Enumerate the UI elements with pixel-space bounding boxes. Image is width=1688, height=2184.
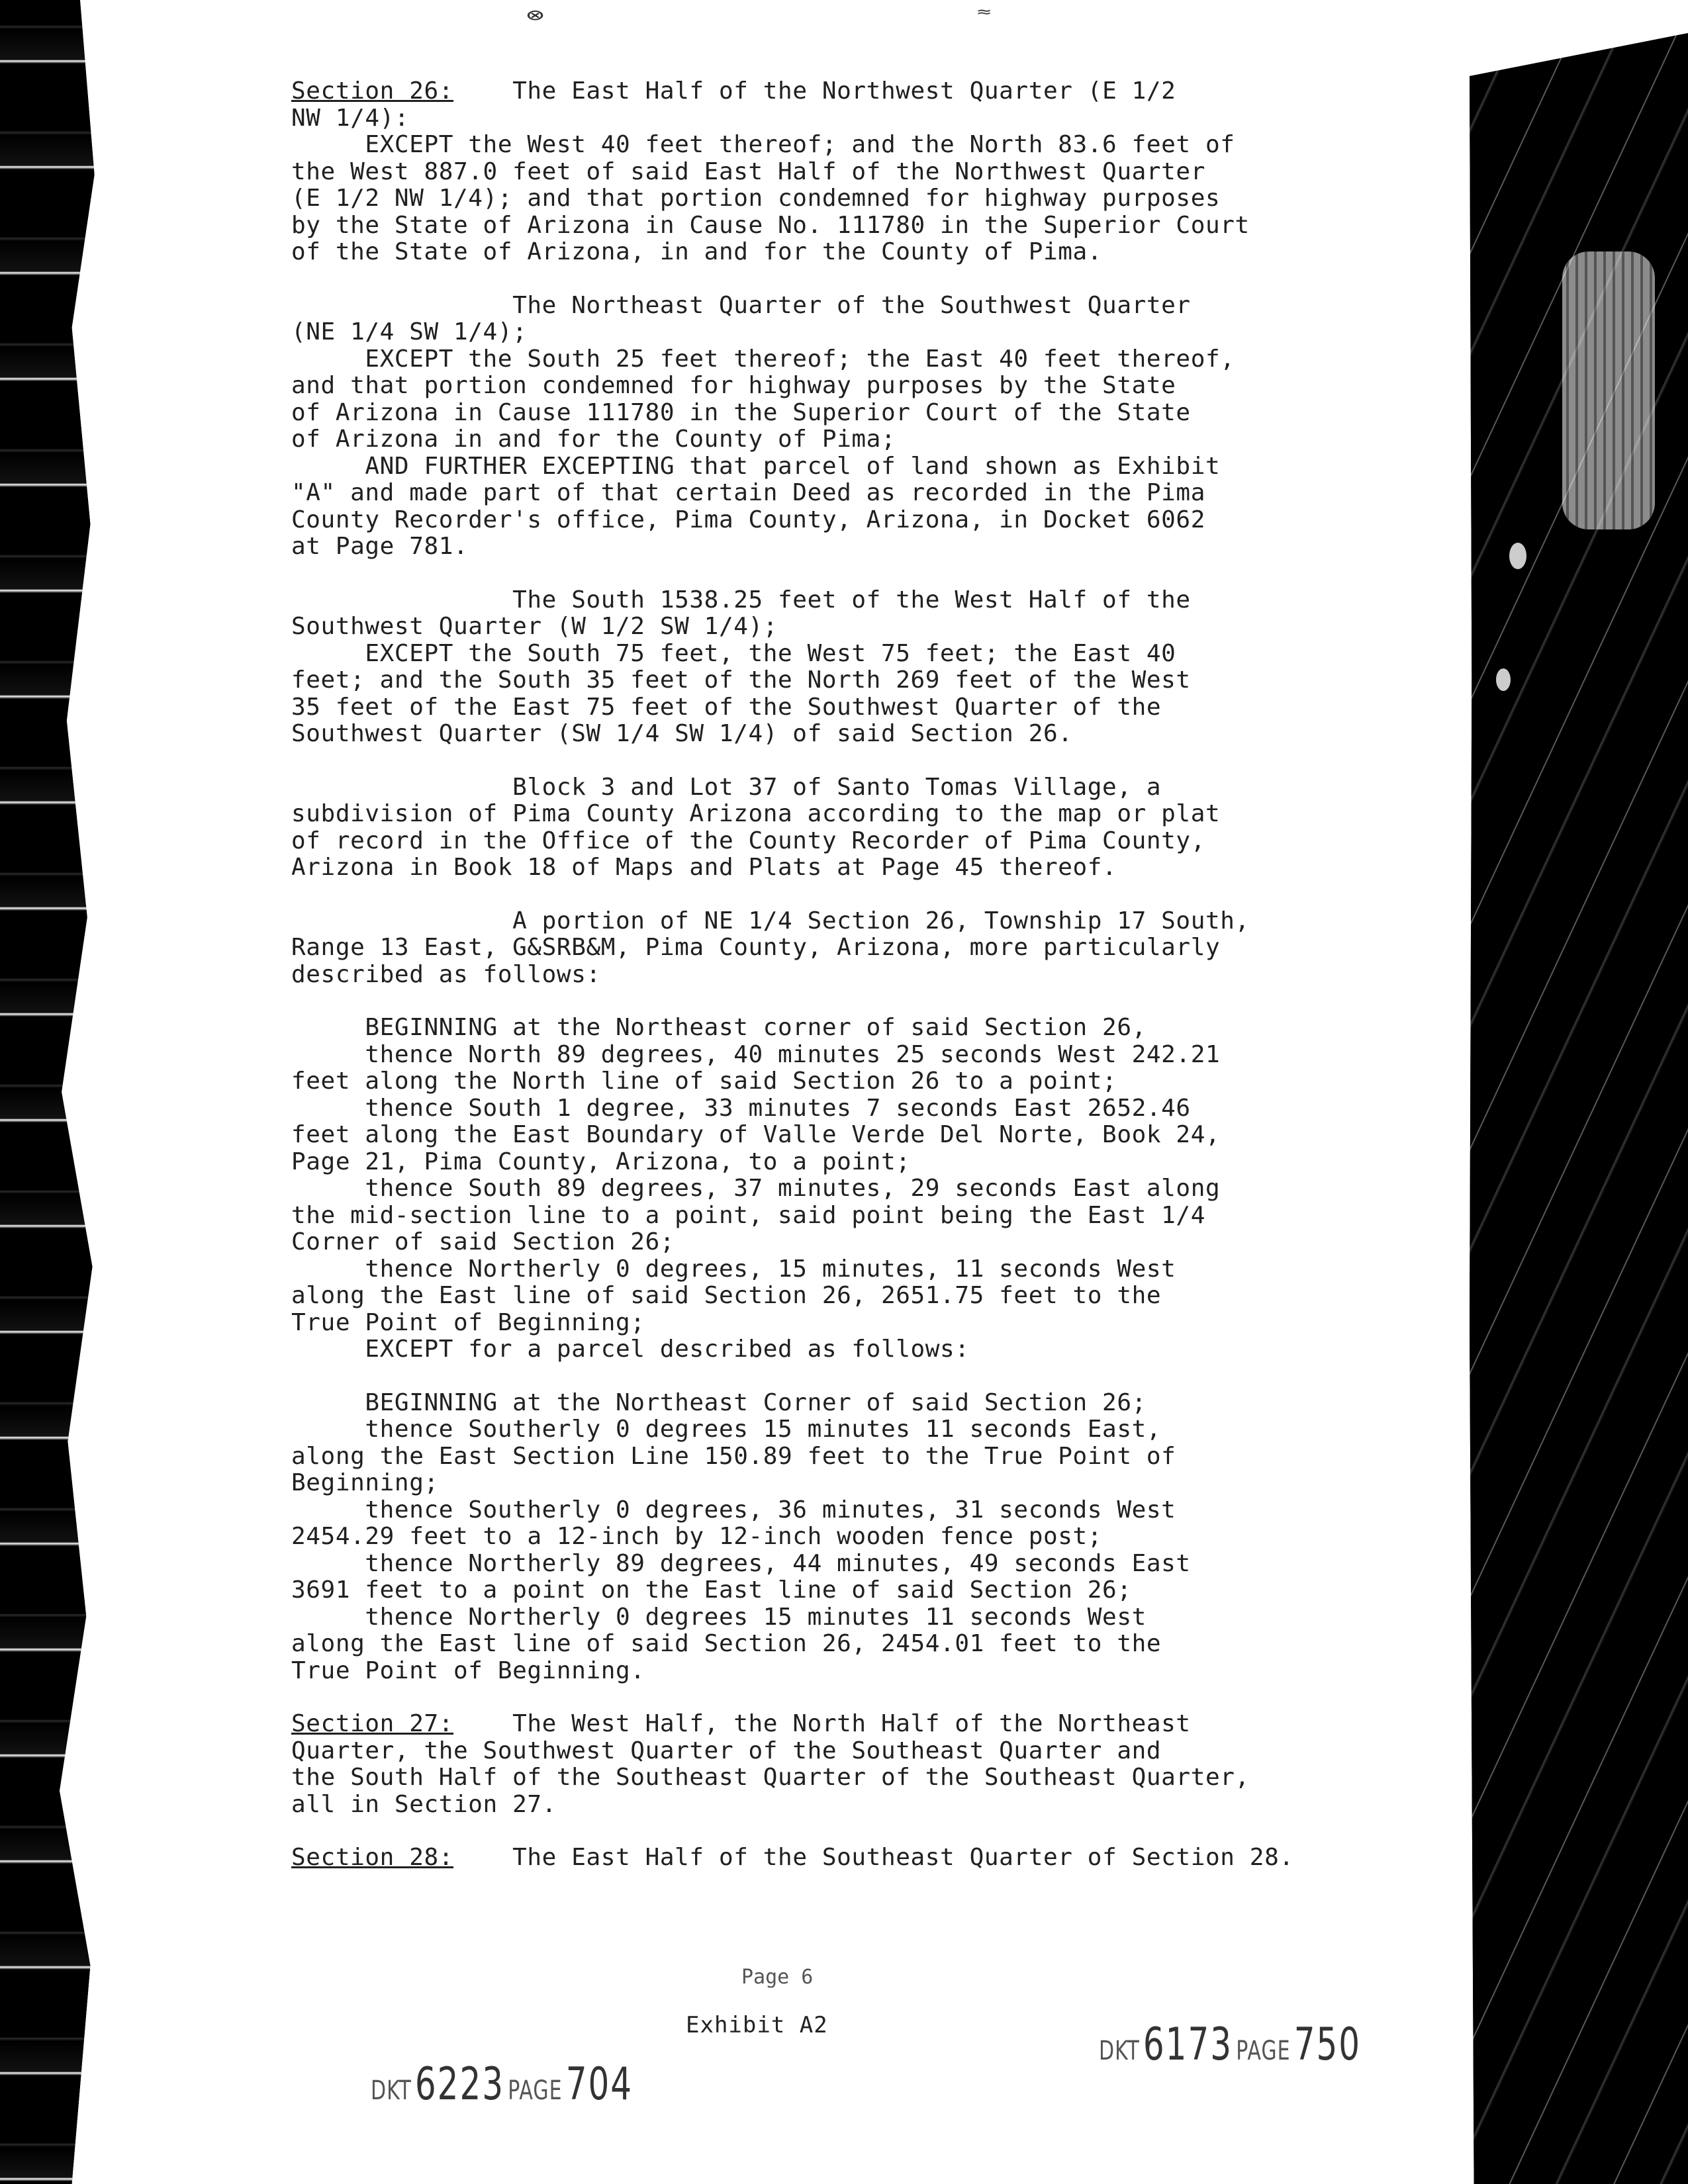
text-line: NW 1/4):: [291, 104, 410, 132]
section-label: Section 28:: [291, 1844, 454, 1871]
text-line: (NE 1/4 SW 1/4);: [291, 318, 528, 345]
paragraph-south-1538: [291, 587, 1364, 748]
paragraph-gap: [291, 1363, 1364, 1390]
text-line: along the East line of said Section 26, 2651.75 feet to the: [291, 1282, 1162, 1309]
text-line: A portion of NE 1/4 Section 26, Township 17 South,: [291, 907, 1250, 934]
paragraph-sec26-except1: [291, 132, 1364, 266]
paragraph-gap: [291, 1684, 1364, 1711]
text-line: thence South 1 degree, 33 minutes 7 seconds East 2652.46: [291, 1094, 1191, 1122]
section-label: Section 27:: [291, 1710, 454, 1737]
text-line: Section 26: The East Half of the Northwest Quarter (E 1/2: [291, 77, 1176, 105]
text-line: Range 13 East, G&SRB&M, Pima County, Arizona, more particularly: [291, 934, 1221, 961]
text-line: along the East line of said Section 26, 2454.01 feet to the: [291, 1630, 1162, 1657]
text-line: (E 1/2 NW 1/4); and that portion condemned for highway purposes: [291, 185, 1221, 212]
stamp-page-prefix: PAGE: [1236, 2035, 1291, 2067]
paragraph-gap: [291, 748, 1364, 774]
docket-stamp-right: [1099, 2019, 1361, 2070]
text-line: County Recorder's office, Pima County, Arizona, in Docket 6062: [291, 506, 1205, 533]
text-line: 35 feet of the East 75 feet of the Southwest Quarter of the: [291, 693, 1162, 721]
stamp-page: 704: [565, 2058, 633, 2111]
paragraph-gap: [291, 1818, 1364, 1844]
text-line: all in Section 27.: [291, 1790, 557, 1818]
text-line: 2454.29 feet to a 12-inch by 12-inch wooden fence post;: [291, 1523, 1103, 1550]
text-line: of record in the Office of the County Recorder of Pima County,: [291, 827, 1205, 854]
paragraph-ne-portion: [291, 908, 1364, 989]
text-line: along the East Section Line 150.89 feet to the True Point of: [291, 1442, 1176, 1470]
text-line: Quarter, the Southwest Quarter of the Southeast Quarter and: [291, 1737, 1162, 1764]
text-line: by the State of Arizona in Cause No. 111780 in the Superior Court: [291, 211, 1250, 239]
text-line: Section 28: The East Half of the Southeast Quarter of Section 28.: [291, 1844, 1294, 1871]
text-line: Page 21, Pima County, Arizona, to a point;: [291, 1148, 911, 1175]
stamp-page: 750: [1293, 2019, 1362, 2071]
page-number: Page 6: [741, 1966, 814, 1989]
text-line: feet along the North line of said Section 26 to a point;: [291, 1068, 1117, 1095]
paragraph-gap: [291, 988, 1364, 1015]
paragraph-sec26-head: [291, 78, 1364, 132]
text-line: EXCEPT the South 75 feet, the West 75 feet; the East 40: [291, 639, 1176, 667]
text-line: The South 1538.25 feet of the West Half of the: [291, 586, 1191, 614]
text-line: thence Northerly 0 degrees, 15 minutes, 11 seconds West: [291, 1255, 1176, 1283]
text-line: EXCEPT the West 40 feet thereof; and the North 83.6 feet of: [291, 131, 1235, 158]
text-line: of the State of Arizona, in and for the County of Pima.: [291, 238, 1103, 265]
scan-speck: [1496, 668, 1511, 691]
section-label: Section 26:: [291, 77, 454, 105]
stamp-number: 6223: [414, 2058, 505, 2111]
text-line: Section 27: The West Half, the North Half of the Northeast: [291, 1710, 1191, 1737]
text-line: 3691 feet to a point on the East line of said Section 26;: [291, 1576, 1132, 1604]
paragraph-beginning1: [291, 1015, 1364, 1363]
text-line: thence Southerly 0 degrees, 36 minutes, 31 seconds West: [291, 1496, 1176, 1524]
legal-description: [291, 78, 1364, 1872]
scan-speck: [1509, 543, 1526, 569]
text-line: BEGINNING at the Northeast corner of said Section 26,: [291, 1014, 1147, 1041]
text-line: at Page 781.: [291, 533, 469, 560]
text-line: Beginning;: [291, 1469, 439, 1496]
stamp-number: 6173: [1143, 2019, 1233, 2071]
text-line: thence South 89 degrees, 37 minutes, 29 seconds East along: [291, 1175, 1221, 1202]
paragraph-beginning2: [291, 1390, 1364, 1685]
text-line: and that portion condemned for highway purposes by the State: [291, 372, 1176, 399]
scan-stain: [1562, 251, 1655, 529]
stamp-prefix: DKT: [1099, 2035, 1140, 2067]
text-line: Corner of said Section 26;: [291, 1228, 675, 1255]
top-mark-left: ⊗: [526, 4, 544, 26]
text-line: The Northeast Quarter of the Southwest Quarter: [291, 291, 1191, 319]
paragraph-sec28: [291, 1844, 1364, 1872]
paragraph-gap: [291, 266, 1364, 293]
text-line: the mid-section line to a point, said point being the East 1/4: [291, 1201, 1205, 1229]
scan-edge-left: [0, 0, 103, 2184]
text-line: Southwest Quarter (W 1/2 SW 1/4);: [291, 613, 778, 640]
exhibit-label: Exhibit A2: [686, 2012, 828, 2038]
stamp-prefix: DKT: [371, 2075, 412, 2107]
text-line: True Point of Beginning;: [291, 1308, 645, 1336]
text-line: thence Northerly 0 degrees 15 minutes 11 seconds West: [291, 1603, 1147, 1631]
text-line: the West 887.0 feet of said East Half of the Northwest Quarter: [291, 158, 1205, 185]
text-line: thence Southerly 0 degrees 15 minutes 11 seconds East,: [291, 1416, 1162, 1443]
text-line: described as follows:: [291, 960, 601, 988]
text-line: True Point of Beginning.: [291, 1657, 645, 1684]
text-line: Block 3 and Lot 37 of Santo Tomas Village, a: [291, 773, 1162, 801]
paragraph-ne-sw: [291, 293, 1364, 561]
text-line: subdivision of Pima County Arizona according to the map or plat: [291, 800, 1221, 827]
text-line: EXCEPT for a parcel described as follows:: [291, 1336, 970, 1363]
text-line: AND FURTHER EXCEPTING that parcel of land shown as Exhibit: [291, 452, 1221, 480]
stamp-page-prefix: PAGE: [508, 2075, 563, 2107]
scan-edge-right: [1470, 33, 1688, 2184]
paragraph-block3: [291, 774, 1364, 882]
text-line: "A" and made part of that certain Deed as recorded in the Pima: [291, 479, 1205, 506]
paragraph-gap: [291, 882, 1364, 908]
text-line: BEGINNING at the Northeast Corner of said Section 26;: [291, 1388, 1147, 1416]
text-line: feet along the East Boundary of Valle Verde Del Norte, Book 24,: [291, 1121, 1221, 1148]
text-line: Arizona in Book 18 of Maps and Plats at Page 45 thereof.: [291, 854, 1117, 881]
top-mark-right: ≈: [977, 4, 992, 21]
text-line: the South Half of the Southeast Quarter of the Southeast Quarter,: [291, 1764, 1250, 1791]
text-line: EXCEPT the South 25 feet thereof; the East 40 feet thereof,: [291, 345, 1235, 373]
text-line: feet; and the South 35 feet of the North 269 feet of the West: [291, 666, 1191, 694]
text-line: Southwest Quarter (SW 1/4 SW 1/4) of said Section 26.: [291, 720, 1073, 747]
paragraph-sec27: [291, 1711, 1364, 1818]
text-line: of Arizona in and for the County of Pima;: [291, 426, 896, 453]
text-line: thence Northerly 89 degrees, 44 minutes, 49 seconds East: [291, 1549, 1191, 1577]
paragraph-gap: [291, 561, 1364, 587]
text-line: of Arizona in Cause 111780 in the Superior Court of the State: [291, 398, 1191, 426]
text-line: thence North 89 degrees, 40 minutes 25 seconds West 242.21: [291, 1040, 1221, 1068]
docket-stamp-left: [371, 2058, 633, 2110]
